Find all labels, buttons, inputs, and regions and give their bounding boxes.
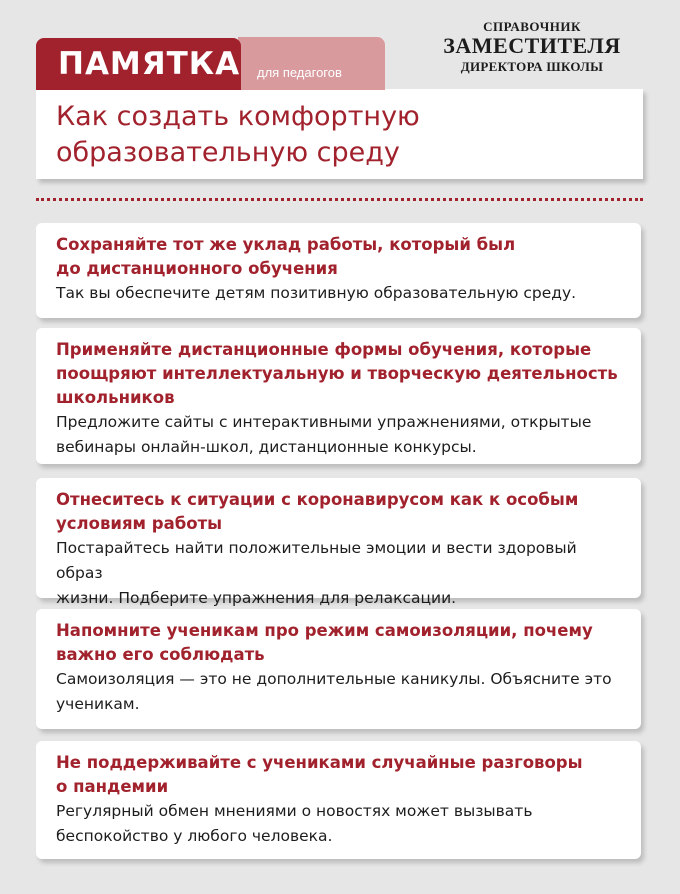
tip-heading-line: Напомните ученикам про режим самоизоляции, почему: [56, 621, 593, 640]
tip-body-line: Регулярный обмен мнениями о новостях может вызывать: [56, 802, 533, 820]
tip-heading-line: поощряют интеллектуальную и творческую деятельность: [56, 364, 618, 383]
tip-heading: [56, 233, 627, 281]
tip-heading: [56, 488, 627, 536]
tip-body-line: Постарайтесь найти положительные эмоции и вести здоровый образ: [56, 539, 577, 582]
tip-heading-line: Сохраняйте тот же уклад работы, который был: [56, 235, 516, 254]
tip-body-line: Предложите сайты с интерактивными упражнениями, открытые: [56, 413, 592, 431]
tip-card-1: [36, 223, 641, 318]
tip-heading-line: школьников: [56, 388, 175, 407]
memo-tab-label: ПАМЯТКА: [58, 46, 241, 82]
publication-logo-line3: ДИРЕКТОРА ШКОЛЫ: [460, 59, 604, 74]
tip-body: [56, 799, 627, 849]
tip-heading: [56, 751, 627, 799]
publication-logo-line2: ЗАМЕСТИТЕЛЯ: [443, 33, 621, 58]
tip-heading: [56, 338, 627, 410]
tip-card-2: [36, 328, 641, 464]
tip-heading: [56, 619, 627, 667]
memo-tab: [36, 38, 241, 90]
tip-heading-line: до дистанционного обучения: [56, 259, 338, 278]
tip-body: [56, 667, 627, 717]
tip-card-5: [36, 741, 641, 859]
audience-tab: [238, 37, 385, 90]
audience-tab-label: для педагогов: [257, 65, 342, 80]
page-title-line1: Как создать комфортную: [56, 101, 420, 132]
tip-body: [56, 281, 627, 306]
tip-heading-line: важно его соблюдать: [56, 645, 265, 664]
dotted-divider: [36, 198, 643, 201]
tip-heading-line: Не поддерживайте с учениками случайные разговоры: [56, 753, 583, 772]
page-title-line2: образовательную среду: [56, 137, 400, 168]
tip-heading-line: Применяйте дистанционные формы обучения, которые: [56, 340, 592, 359]
page-title: [56, 99, 636, 171]
tip-body-line: беспокойство у любого человека.: [56, 827, 333, 845]
tip-body: [56, 536, 627, 611]
tip-card-4: [36, 609, 641, 729]
tip-body-line: вебинары онлайн-школ, дистанционные конкурсы.: [56, 438, 477, 456]
title-box: [36, 89, 643, 179]
tip-heading-line: о пандемии: [56, 777, 169, 796]
tip-body-line: Самоизоляция — это не дополнительные каникулы. Объясните это: [56, 670, 612, 688]
tip-body: [56, 410, 627, 460]
tip-body-line: Так вы обеспечите детям позитивную образовательную среду.: [56, 284, 577, 302]
tip-body-line: ученикам.: [56, 695, 140, 713]
tip-body-line: жизни. Подберите упражнения для релаксации.: [56, 589, 457, 607]
publication-logo-line1: СПРАВОЧНИК: [483, 19, 581, 34]
publication-logo: [440, 20, 624, 73]
tip-card-3: [36, 478, 641, 607]
tip-heading-line: Отнеситесь к ситуации с коронавирусом как к особым: [56, 490, 579, 509]
tip-heading-line: условиям работы: [56, 514, 223, 533]
